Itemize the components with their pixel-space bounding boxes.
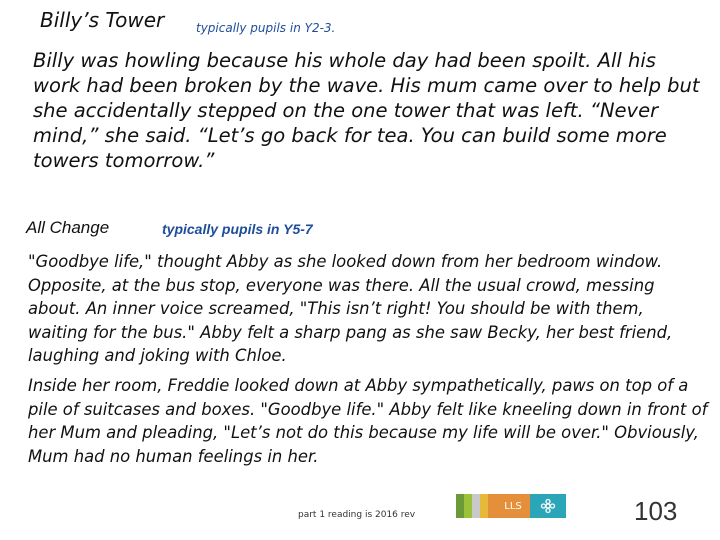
logo-text-block: [496, 494, 530, 518]
logo-flower-block: [530, 494, 566, 518]
story-paragraph: Inside her room, Freddie looked down at Abby sympathetically, paws on top of a pile of suitcases and boxes. "Goodbye life." Abby felt like kneeling down in front of her Mum and pleading, "Let’s not do this because my life will be over." Obviously, Mum had no human feelings in her.: [28, 376, 708, 466]
story-paragraph: Billy was howling because his whole day had been spoilt. All his work had been broken by the wave. His mum came over to help but she accidentally stepped on the one tower that was left. “Never mind,” she said. “Let’s go back for tea. You can build some more towers tomorrow.”: [33, 49, 700, 172]
logo-text: LLS: [504, 500, 522, 512]
logo-stripe: [464, 494, 472, 518]
logo-stripe: [472, 494, 480, 518]
logo-stripe: [488, 494, 496, 518]
logo-strip: [456, 494, 582, 518]
section-tag-year-range: typically pupils in Y5-7: [162, 221, 313, 237]
flower-icon: [540, 498, 556, 514]
section-title-all-change: All Change: [26, 218, 110, 237]
logo-stripe: [480, 494, 488, 518]
page-number: 103: [634, 496, 678, 526]
logo-stripe: [456, 494, 464, 518]
section-title-billys-tower: Billy’s Tower: [40, 8, 165, 32]
story-paragraph: "Goodbye life," thought Abby as she looked down from her bedroom window. Opposite, at the bus stop, everyone was there. All the usual crowd, messing about. An inner voice screamed, "This isn’t right! You should be with them, waiting for the bus." Abby felt a sharp pang as she saw Becky, her best friend, laughing and joking with Chloe.: [28, 252, 673, 365]
footer-source-text: part 1 reading is 2016 rev: [298, 510, 416, 520]
section-tag-year-range: typically pupils in Y2-3.: [196, 21, 336, 35]
